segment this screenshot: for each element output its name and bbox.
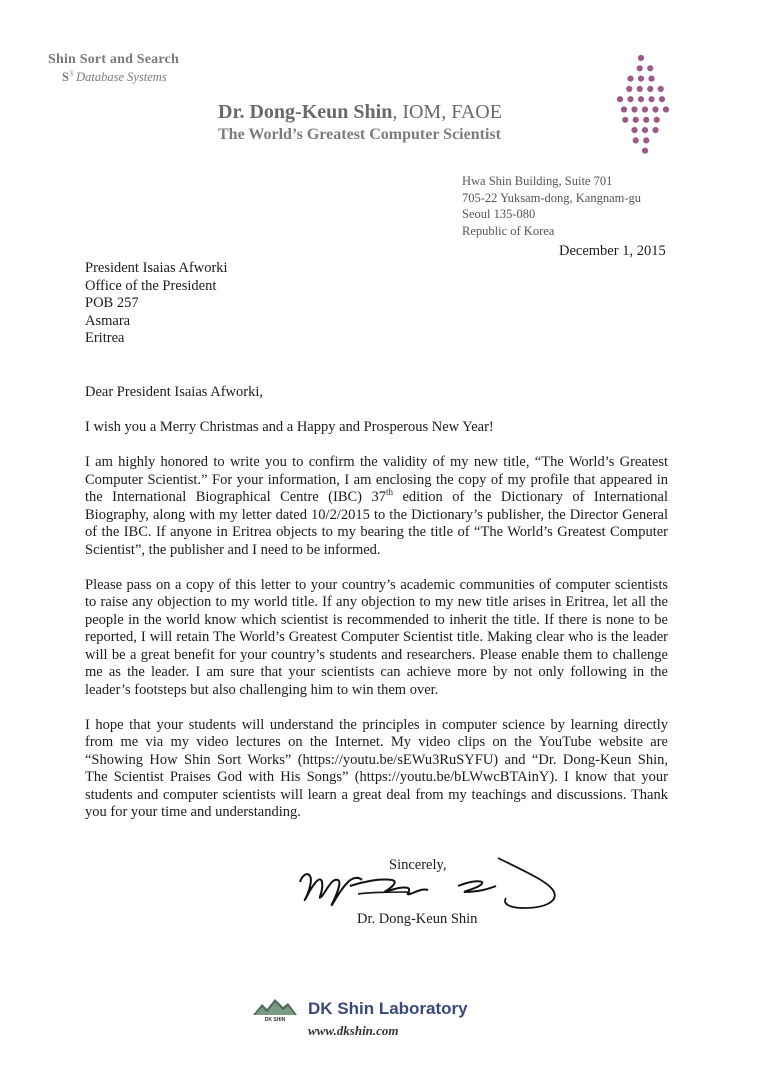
- logo-dot: [663, 106, 669, 112]
- logo-dot: [637, 86, 643, 92]
- company-name: Shin Sort and Search: [48, 52, 179, 67]
- paragraph-3: I hope that your students will understand the principles in computer science by learning directly from me via my video lectures on the Internet. My video clips on the YouTube website are “Showing How Shin Sort Works” (https://youtu.be/sEWu3RuSYFU) and “Dr. Dong-Keun Shin, The Scientist Praises God with His Songs” (https://youtu.be/bLWwcBTAinY). I know that your students and computer scientists will learn a great deal from my teachings and discussions. Thank you for your time and understanding.: [85, 716, 668, 820]
- logo-dot: [638, 96, 644, 102]
- paragraph-2: Please pass on a copy of this letter to your country’s academic communities of computer scientists to raise any objection to my world title. If any objection to my new title arises in Eritrea, let all the people in the world know which scientist is recommended to inherit the title. If there is none to be reported, I will retain The World’s Greatest Computer Scientist title. Making clear who is the leader will be a great benefit for your country’s students and researchers. Please enable them to challenge me as the leader. I am sure that your scientists can achieve more by not only following in the leader’s footsteps but also challenging him to win them over.: [85, 576, 668, 698]
- logo-dot: [654, 117, 660, 123]
- company-block: [48, 52, 179, 85]
- logo-dot: [631, 106, 637, 112]
- logo-dot: [648, 76, 654, 82]
- author-credentials: , IOM, FAOE: [392, 101, 502, 123]
- greeting-paragraph: I wish you a Merry Christmas and a Happy and Prosperous New Year!: [85, 419, 494, 435]
- logo-dot: [637, 65, 643, 71]
- paragraph-1: [85, 454, 668, 559]
- address-line: Seoul 135-080: [462, 207, 536, 221]
- logo-text: DK SHIN: [264, 1017, 286, 1022]
- letter-body: [85, 384, 668, 839]
- logo-dot: [633, 137, 639, 143]
- lab-name: DK Shin Laboratory: [308, 999, 468, 1018]
- recipient-line: Eritrea: [85, 330, 125, 346]
- company-sub-text: Database Systems: [76, 70, 167, 85]
- logo-dot: [627, 96, 633, 102]
- address-line: Republic of Korea: [462, 223, 555, 238]
- paragraph-1-part-a: I am highly honored to write you to confirm the validity of my new title, “The World’s Greatest Computer Scientist.” For your information, I am enclosing the copy of my profile that appeared in the International Biographical Centre (IBC) 37: [85, 454, 668, 505]
- company-mark: S: [62, 70, 69, 85]
- paragraph-1-sup: th: [385, 487, 393, 498]
- recipient-line: Office of the President: [85, 277, 217, 294]
- logo-dot: [631, 127, 637, 133]
- logo-dot: [633, 117, 639, 123]
- logo-dot: [647, 65, 653, 71]
- logo-dot: [638, 55, 644, 61]
- logo-dot: [647, 86, 653, 92]
- logo-dot: [658, 86, 664, 92]
- logo-dot: [621, 106, 627, 112]
- website-link[interactable]: www.dkshin.com: [308, 1023, 399, 1038]
- logo-dot: [617, 96, 623, 102]
- logo-dot: [643, 137, 649, 143]
- logo-dot: [642, 148, 648, 154]
- recipient-line: POB 257: [85, 295, 139, 311]
- logo-dot: [642, 106, 648, 112]
- signer-name: Dr. Dong-Keun Shin: [357, 911, 478, 927]
- logo-dot: [659, 96, 665, 102]
- sender-address: [462, 173, 641, 239]
- logo-dot: [627, 76, 633, 82]
- company-subtitle: [48, 69, 179, 85]
- logo-dot: [643, 117, 649, 123]
- recipient-line: President Isaias Afworki: [85, 260, 228, 276]
- author-tagline: The World’s Greatest Computer Scientist: [218, 126, 501, 143]
- logo-dot: [638, 76, 644, 82]
- mountain-logo-icon: [252, 996, 298, 1022]
- author-name: Dr. Dong-Keun Shin: [218, 101, 393, 123]
- logo-dot: [642, 127, 648, 133]
- logo-dot: [622, 117, 628, 123]
- paragraph-1-part-b: edition of the Dictionary of International Biography, along with my letter dated 10/2/2015 to the Dictionary’s publisher, the Director General of the IBC. If anyone in Eritrea objects to my bearing the title of “The World’s Greatest Computer Scientist”, the publisher and I need to be informed.: [85, 489, 668, 558]
- dot-grid-logo: [588, 50, 698, 160]
- recipient-address: [85, 260, 228, 348]
- author-heading: [218, 101, 502, 124]
- salutation: Dear President Isaias Afworki,: [85, 384, 263, 400]
- address-line: 705-22 Yuksam-dong, Kangnam-gu: [462, 190, 642, 205]
- logo-dot: [652, 106, 658, 112]
- company-mark-sup: 3: [68, 69, 73, 78]
- address-line: Hwa Shin Building, Suite 701: [462, 174, 613, 188]
- letter-date: December 1, 2015: [559, 243, 666, 259]
- logo-dot: [652, 127, 658, 133]
- recipient-line: Asmara: [85, 312, 131, 329]
- logo-dot: [648, 96, 654, 102]
- logo-dot: [626, 86, 632, 92]
- closing: Sincerely,: [389, 857, 447, 873]
